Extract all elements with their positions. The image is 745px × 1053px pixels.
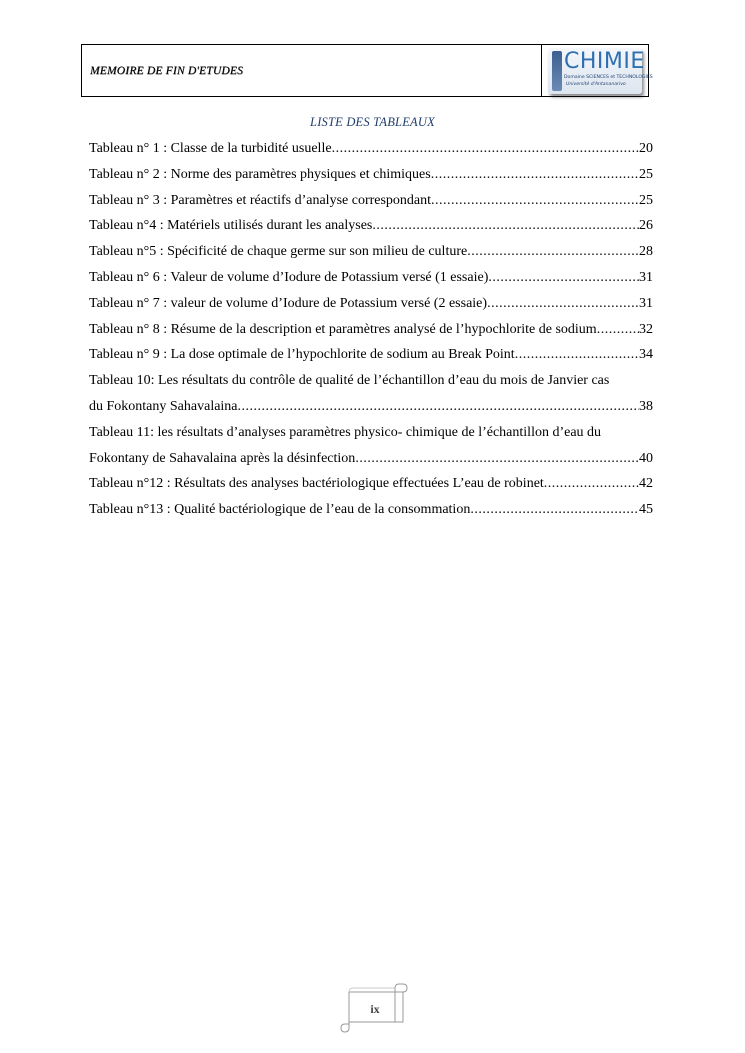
toc-entry-label: du Fokontany Sahavalaina [89, 398, 238, 414]
page-number: ix [370, 1002, 380, 1016]
toc-entry-row [89, 291, 653, 317]
toc-entry-row [89, 136, 653, 162]
toc-entry-label: Tableau n° 2 : Norme des paramètres physiques et chimiques [89, 166, 431, 182]
toc-entry-page: 20 [639, 141, 653, 156]
toc-entry-label: Tableau n° 1 : Classe de la turbidité usuelle [89, 141, 332, 156]
toc-entry-label: Tableau n°12 : Résultats des analyses bactériologique effectuées L’eau de robinet [89, 476, 544, 492]
dot-leader [431, 188, 639, 214]
dot-leader [332, 136, 639, 162]
toc-entry-label: Tableau n° 9 : La dose optimale de l’hypochlorite de sodium au Break Point [89, 347, 515, 363]
toc-entry-page: 31 [639, 295, 653, 311]
toc-entry-row [89, 239, 653, 265]
dot-leader [238, 394, 639, 420]
toc-entry-label: Tableau n° 6 : Valeur de volume d’Iodure de Potassium versé (1 essaie) [89, 269, 489, 285]
toc-entry-label: Tableau n°5 : Spécificité de chaque germe sur son milieu de culture [89, 244, 468, 260]
toc-entry-row [89, 446, 653, 472]
toc-entry [89, 497, 653, 523]
toc-entry [89, 420, 653, 472]
toc-entry-row [89, 162, 653, 188]
list-title: LISTE DES TABLEAUX [310, 115, 435, 129]
toc-entry-row [89, 265, 653, 291]
toc-entry-row [89, 213, 653, 239]
toc-entry-row [89, 342, 653, 368]
dot-leader [488, 265, 639, 291]
toc-entry-page: 40 [639, 450, 653, 466]
toc-entry-row [89, 188, 653, 214]
toc-entry-page: 34 [639, 347, 653, 363]
page-footer [337, 982, 407, 1034]
toc-entry [89, 471, 653, 497]
toc-entry-row [89, 497, 653, 523]
toc-entry [89, 342, 653, 368]
logo-word: CHIMIE [564, 48, 645, 74]
toc-entry [89, 291, 653, 317]
dot-leader [470, 497, 639, 523]
toc-entry-row [89, 471, 653, 497]
toc-entry-row [89, 394, 653, 420]
table-of-tables [89, 136, 653, 523]
toc-entry-page: 25 [639, 166, 653, 182]
toc-entry [89, 213, 653, 239]
toc-entry-page: 28 [639, 244, 653, 260]
dot-leader [467, 239, 639, 265]
chimie-logo [548, 48, 653, 94]
dot-leader [372, 213, 639, 239]
toc-entry-label: Tableau n°13 : Qualité bactériologique de l’eau de la consommation [89, 502, 471, 518]
toc-entry-row [89, 317, 653, 343]
toc-entry [89, 317, 653, 343]
toc-entry-page: 38 [639, 398, 653, 414]
toc-entry-label: Tableau n° 3 : Paramètres et réactifs d’analyse correspondant [89, 192, 432, 208]
dot-leader [544, 471, 639, 497]
toc-entry-page: 25 [639, 192, 653, 208]
toc-entry-page: 32 [639, 321, 653, 337]
toc-entry-page: 45 [639, 502, 653, 518]
toc-entry-label: Tableau n°4 : Matériels utilisés durant les analyses [89, 218, 373, 234]
toc-entry-page: 42 [639, 476, 653, 492]
page-header [81, 44, 653, 97]
toc-entry-page: 31 [639, 269, 653, 285]
toc-entry [89, 188, 653, 214]
logo-side-band [552, 51, 562, 91]
dot-leader [515, 342, 639, 368]
dot-leader [597, 317, 639, 343]
toc-entry-page: 26 [639, 218, 653, 234]
header-logo-cell [541, 45, 653, 96]
toc-entry [89, 136, 653, 162]
toc-entry-label: Tableau n° 7 : valeur de volume d’Iodure de Potassium versé (2 essaie) [89, 295, 488, 311]
toc-entry [89, 368, 653, 420]
dot-leader [431, 162, 639, 188]
toc-entry-first-line: Tableau 10: Les résultats du contrôle de qualité de l’échantillon d’eau du mois de Janvier cas [89, 373, 610, 389]
logo-subtitle-1: Domaine SCIENCES et TECHNOLOGIES [564, 74, 653, 80]
toc-entry-first-line: Tableau 11: les résultats d’analyses paramètres physico- chimique de l’échantillon d’eau du [89, 424, 602, 440]
toc-entry [89, 162, 653, 188]
toc-entry-label: Fokontany de Sahavalaina après la désinfection [89, 450, 356, 466]
dot-leader [487, 291, 639, 317]
dot-leader [355, 446, 639, 472]
header-title: MEMOIRE DE FIN D'ETUDES [90, 64, 244, 77]
logo-subtitle-2: Université d'Antananarivo [566, 81, 626, 87]
toc-entry [89, 265, 653, 291]
toc-entry [89, 239, 653, 265]
toc-entry-label: Tableau n° 8 : Résume de la description et paramètres analysé de l’hypochlorite de sodium [89, 321, 597, 337]
